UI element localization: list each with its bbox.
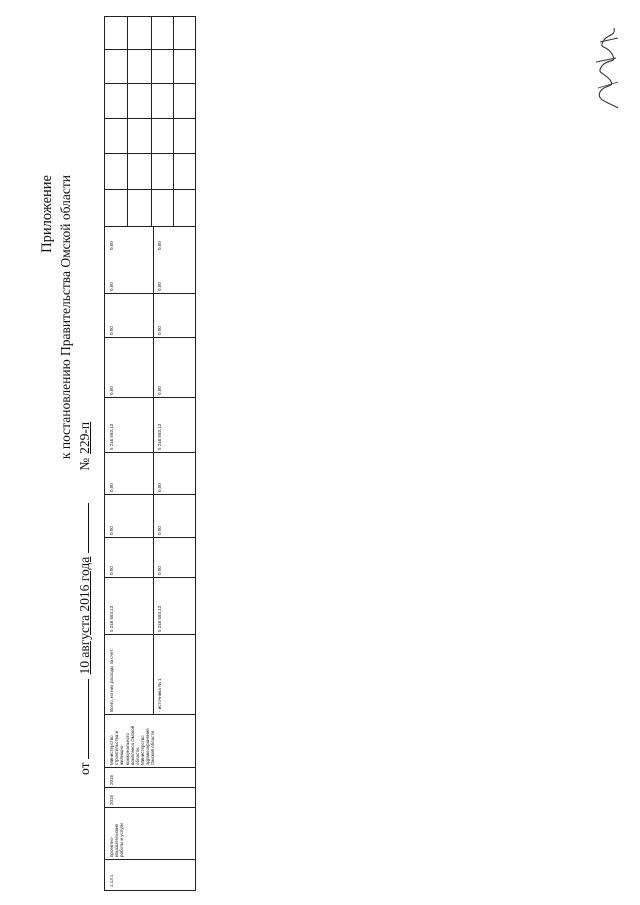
col-line — [105, 787, 195, 788]
year-end: 2016 — [109, 774, 114, 785]
row-line — [173, 17, 174, 227]
row-line — [153, 227, 154, 715]
total-value-6: 0,00 — [109, 386, 114, 395]
source-value-2: 0,00 — [157, 566, 162, 575]
data-table — [104, 16, 196, 891]
total-value-3: 0,00 — [109, 526, 114, 535]
col-line — [105, 397, 195, 398]
source-value-1: 5 246 583,13 — [157, 605, 162, 632]
col-line — [105, 537, 195, 538]
handwritten-signature — [588, 22, 628, 112]
source-value-6: 0,00 — [157, 386, 162, 395]
activity-name: проектно-изыскательские работы и услуги — [109, 823, 125, 857]
row-line — [127, 17, 128, 227]
source-value-8: 0,00 — [157, 282, 162, 291]
col-line — [105, 634, 195, 635]
source-1-label: - источника № 1 — [157, 678, 162, 712]
col-line — [105, 189, 195, 190]
total-value-8: 0,00 — [109, 282, 114, 291]
total-value-1: 5 246 583,13 — [109, 605, 114, 632]
number-label: № — [77, 457, 92, 471]
col-line — [105, 577, 195, 578]
total-value-4: 0,00 — [109, 483, 114, 492]
col-line — [105, 452, 195, 453]
from-label: от — [77, 762, 92, 775]
source-value-7: 0,00 — [157, 326, 162, 335]
executor-name: Министерство строительства и жилищно-коммунального комплекса Омской области, Министерство здравоохранения Омской области — [109, 725, 156, 765]
row-line — [151, 17, 152, 227]
col-line — [105, 807, 195, 808]
col-line — [105, 494, 195, 495]
col-line — [105, 153, 195, 154]
col-line — [105, 118, 195, 119]
row-number: 1.13.1 — [109, 874, 114, 887]
source-value-9: 0,00 — [157, 241, 162, 250]
source-value-3: 0,00 — [157, 526, 162, 535]
total-value-7: 0,00 — [109, 326, 114, 335]
col-line — [105, 714, 195, 715]
resolution-date: 10 августа 2016 года — [77, 556, 92, 675]
appendix-title: Приложение — [39, 175, 55, 253]
total-value-2: 0,00 — [109, 566, 114, 575]
col-line — [105, 337, 195, 338]
source-total-label: Всего, из них расходы за счет: — [109, 648, 114, 712]
resolution-number: 229-п — [77, 421, 92, 454]
col-line — [105, 767, 195, 768]
date-underline — [78, 679, 89, 759]
total-value-5: 5 246 583,13 — [109, 423, 114, 450]
col-line — [105, 293, 195, 294]
year-start: 2016 — [109, 794, 114, 805]
col-line — [105, 859, 195, 860]
date-number-line — [78, 422, 92, 775]
col-line — [105, 226, 195, 227]
resolution-reference: к постановлению Правительства Омской области — [58, 175, 73, 460]
total-value-9: 0,00 — [109, 241, 114, 250]
col-line — [105, 83, 195, 84]
col-line — [105, 49, 195, 50]
date-underline-2 — [78, 503, 89, 553]
source-value-5: 5 246 583,13 — [157, 423, 162, 450]
source-value-4: 0,00 — [157, 483, 162, 492]
